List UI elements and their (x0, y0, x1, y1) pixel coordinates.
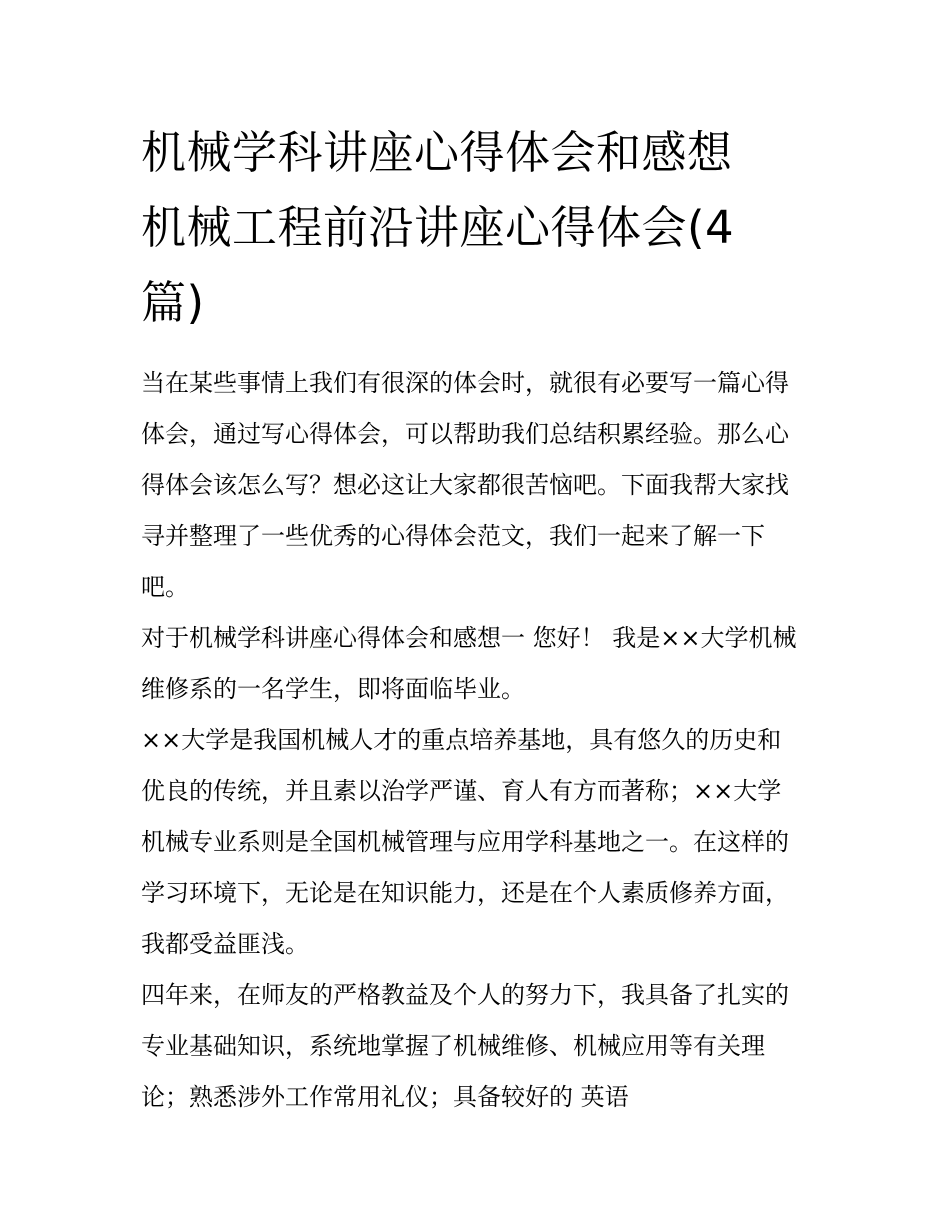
text-line: 吧。 (141, 573, 189, 601)
title-line: 机械工程前沿讲座心得体会(4 (141, 201, 735, 254)
paragraph-greeting (141, 613, 813, 715)
text-line: 我都受益匪浅。 (141, 930, 309, 958)
text-line: ××大学是我国机械人才的重点培养基地，具有悠久的历史和 (141, 726, 782, 754)
paragraph-university (141, 715, 813, 970)
text-line: 维修系的一名学生，即将面临毕业。 (141, 675, 525, 703)
text-line: 专业基础知识，系统地掌握了机械维修、机械应用等有关理 (141, 1032, 765, 1060)
text-line: 机械专业系则是全国机械管理与应用学科基地之一。在这样的 (141, 828, 789, 856)
text-line: 四年来，在师友的严格教益及个人的努力下，我具备了扎实的 (141, 981, 789, 1009)
text-line: 优良的传统，并且素以治学严谨、育人有方而著称；××大学 (141, 777, 782, 805)
document-body (141, 358, 813, 1123)
text-line: 得体会该怎么写？想必这让大家都很苦恼吧。下面我帮大家找 (141, 471, 789, 499)
title-line: 机械学科讲座心得体会和感想 (141, 126, 733, 179)
text-line: 当在某些事情上我们有很深的体会时，就很有必要写一篇心得 (141, 369, 789, 397)
text-line: 论；熟悉涉外工作常用礼仪；具备较好的 英语 (141, 1083, 629, 1111)
document-title (141, 115, 813, 340)
text-line: 对于机械学科讲座心得体会和感想一 您好！ 我是××大学机械 (141, 624, 797, 652)
paragraph-intro (141, 358, 813, 613)
text-line: 学习环境下，无论是在知识能力，还是在个人素质修养方面， (141, 879, 789, 907)
document-page (141, 115, 813, 1123)
text-line: 体会，通过写心得体会，可以帮助我们总结积累经验。那么心 (141, 420, 789, 448)
paragraph-four-years (141, 970, 813, 1123)
text-line: 寻并整理了一些优秀的心得体会范文，我们一起来了解一下 (141, 522, 765, 550)
title-line: 篇) (141, 276, 205, 329)
